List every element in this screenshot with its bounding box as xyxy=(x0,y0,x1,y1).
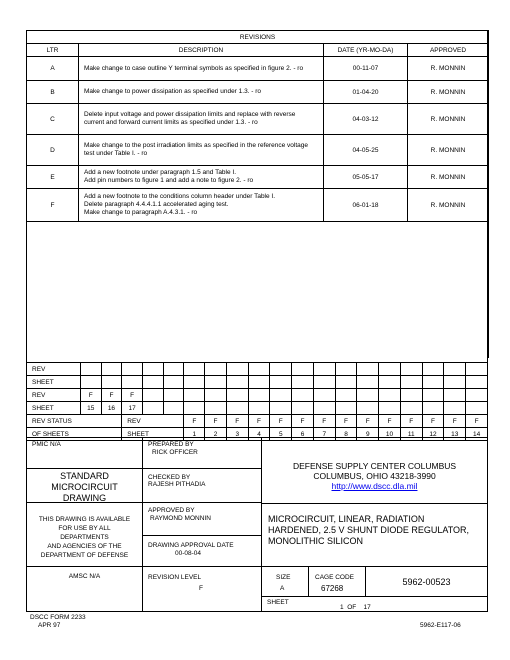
revision-approved: R. MONNIN xyxy=(408,104,489,135)
header-ltr: LTR xyxy=(27,44,79,57)
rev-status-value: F xyxy=(270,415,292,428)
rev-status-value: F xyxy=(205,415,227,428)
revision-description-line: Delete paragraph 4.4.4.1.1 accelerated aging test. xyxy=(84,201,229,208)
sheet-number: 9 xyxy=(357,428,379,441)
standard-line-2: MICROCIRCUIT xyxy=(51,482,118,492)
sheet-number: 15 xyxy=(80,402,101,415)
rev-status-value: F xyxy=(248,415,270,428)
revision-approved: R. MONNIN xyxy=(408,189,489,222)
drawing-title-line-3: MONOLITHIC SILICON xyxy=(268,536,364,546)
sheet-number: 17 xyxy=(122,402,143,415)
rev-status-value: F xyxy=(292,415,314,428)
rev-status-value: F xyxy=(422,415,444,428)
rev-value: F xyxy=(122,389,143,402)
sheet-number: 10 xyxy=(379,428,401,441)
of-sheets-label: OF SHEETS xyxy=(27,428,122,441)
rev-value: F xyxy=(80,389,101,402)
revisions-title: REVISIONS xyxy=(27,31,489,44)
sheet-number: 4 xyxy=(248,428,270,441)
size-label: SIZE xyxy=(276,574,291,581)
rev-label: REV xyxy=(122,415,184,428)
rev-status-value: F xyxy=(444,415,466,428)
sheet-label: SHEET xyxy=(27,376,81,389)
rev-status-value: F xyxy=(313,415,335,428)
drawing-title-line-2: HARDENED, 2.5 V SHUNT DIODE REGULATOR, xyxy=(268,525,470,535)
rev-status-value: F xyxy=(357,415,379,428)
revision-description-line: Add a new footnote to the conditions column header under Table I. xyxy=(84,193,276,200)
standard-line-3: DRAWING xyxy=(62,493,107,503)
agency-url-link[interactable]: http://www.dscc.dla.mil xyxy=(331,481,418,491)
rev-value: F xyxy=(101,389,122,402)
header-date: DATE (YR-MO-DA) xyxy=(324,44,408,57)
form-date: APR 97 xyxy=(38,622,61,629)
revision-description-line: Make change to case outline Y terminal symbols as specified in figure 2. - ro xyxy=(84,64,304,72)
sheet-number: 16 xyxy=(101,402,122,415)
sheet-number: 6 xyxy=(292,428,314,441)
revision-date: 01-04-20 xyxy=(324,81,408,104)
agency-address: COLUMBUS, OHIO 43218-3990 xyxy=(313,471,436,481)
revision-description-line: Make change to the post irradiation limits as specified in the reference voltage xyxy=(84,142,309,149)
sheet-of: 1 OF 17 xyxy=(340,604,371,611)
sheet-label: SHEET xyxy=(267,599,289,606)
availability-line-3: DEPARTMENTS xyxy=(60,534,109,541)
revision-description-line: Add pin numbers to figure 1 and add a note to figure 2. - ro xyxy=(84,177,254,184)
sheet-number: 2 xyxy=(205,428,227,441)
revision-date: 00-11-07 xyxy=(324,57,408,81)
revision-ltr: D xyxy=(27,135,79,166)
rev-label: REV xyxy=(27,363,81,376)
revision-approved: R. MONNIN xyxy=(408,57,489,81)
sheet-number: 13 xyxy=(444,428,466,441)
availability-line-5: DEPARTMENT OF DEFENSE xyxy=(40,552,129,559)
approval-date-label: DRAWING APPROVAL DATE xyxy=(148,542,234,549)
prepared-by-label: PREPARED BY xyxy=(148,441,194,448)
form-number: DSCC FORM 2233 xyxy=(30,614,86,621)
rev-status-value: F xyxy=(466,415,488,428)
sheet-number: 3 xyxy=(226,428,248,441)
prepared-by-name: RICK OFFICER xyxy=(152,449,198,456)
amsc-text: AMSC N/A xyxy=(68,573,101,580)
pmic-text: PMIC N/A xyxy=(32,441,61,448)
approval-date: 00-08-04 xyxy=(175,550,202,557)
cage-value: 67268 xyxy=(321,584,344,593)
checked-by-label: CHECKED BY xyxy=(148,474,191,481)
revision-description-line: Add a new footnote under paragraph 1.5 and Table I. xyxy=(84,169,237,176)
document-number: 5962-E117-06 xyxy=(420,622,461,629)
availability-line-4: AND AGENCIES OF THE xyxy=(47,543,122,550)
drawing-title-line-1: MICROCIRCUIT, LINEAR, RADIATION xyxy=(268,514,425,524)
revision-level-label: REVISION LEVEL xyxy=(148,574,202,581)
sheet-number: 5 xyxy=(270,428,292,441)
revision-approved: R. MONNIN xyxy=(408,135,489,166)
rev-status-value: F xyxy=(379,415,401,428)
header-approved: APPROVED xyxy=(408,44,489,57)
sheet-number: 7 xyxy=(313,428,335,441)
revision-date: 04-03-12 xyxy=(324,104,408,135)
revision-description-line: Delete input voltage and power dissipation limits and replace with reverse xyxy=(84,111,296,118)
size-value: A xyxy=(280,585,285,592)
revision-approved: R. MONNIN xyxy=(408,81,489,104)
revision-ltr: F xyxy=(27,189,79,222)
rev-status-value: F xyxy=(400,415,422,428)
rev-status-value: F xyxy=(226,415,248,428)
page-frame xyxy=(26,30,488,612)
revision-description-line: Make change to power dissipation as specified under 1.3. - ro xyxy=(84,88,262,95)
sheet-number: 14 xyxy=(466,428,488,441)
header-description: DESCRIPTION xyxy=(79,44,324,57)
revision-description-line: Make change to paragraph A.4.3.1. - ro xyxy=(84,209,198,216)
sheet-number: 8 xyxy=(335,428,357,441)
approved-by-name: RAYMOND MONNIN xyxy=(150,515,211,522)
revision-ltr: E xyxy=(27,166,79,189)
rev-label: REV xyxy=(27,389,81,402)
sheet-label: SHEET xyxy=(27,402,81,415)
agency-name: DEFENSE SUPPLY CENTER COLUMBUS xyxy=(292,461,457,471)
revision-description-line: current and forward current limits as specified under 1.3. - ro xyxy=(84,119,258,126)
rev-status-value: F xyxy=(184,415,205,428)
standard-line-1: STANDARD xyxy=(60,471,109,481)
sheet-number: 11 xyxy=(400,428,422,441)
revision-date: 05-05-17 xyxy=(324,166,408,189)
revision-ltr: A xyxy=(27,57,79,81)
checked-by-name: RAJESH PITHADIA xyxy=(148,481,206,488)
drawing-number: 5962-00523 xyxy=(402,577,451,587)
revision-ltr: B xyxy=(27,81,79,104)
sheet-label: SHEET xyxy=(122,428,184,441)
approved-by-label: APPROVED BY xyxy=(148,507,195,514)
availability-line-2: FOR USE BY ALL xyxy=(58,525,111,532)
sheet-number: 12 xyxy=(422,428,444,441)
cage-label: CAGE CODE xyxy=(315,574,355,581)
revision-approved: R. MONNIN xyxy=(408,166,489,189)
revision-date: 06-01-18 xyxy=(324,189,408,222)
revision-description-line: test under Table I. - ro xyxy=(84,150,148,157)
availability-line-1: THIS DRAWING IS AVAILABLE xyxy=(38,516,131,523)
revision-ltr: C xyxy=(27,104,79,135)
revision-date: 04-05-25 xyxy=(324,135,408,166)
rev-status-label: REV STATUS xyxy=(27,415,122,428)
sheet-number: 1 xyxy=(184,428,205,441)
rev-status-value: F xyxy=(335,415,357,428)
revision-level: F xyxy=(199,585,203,592)
